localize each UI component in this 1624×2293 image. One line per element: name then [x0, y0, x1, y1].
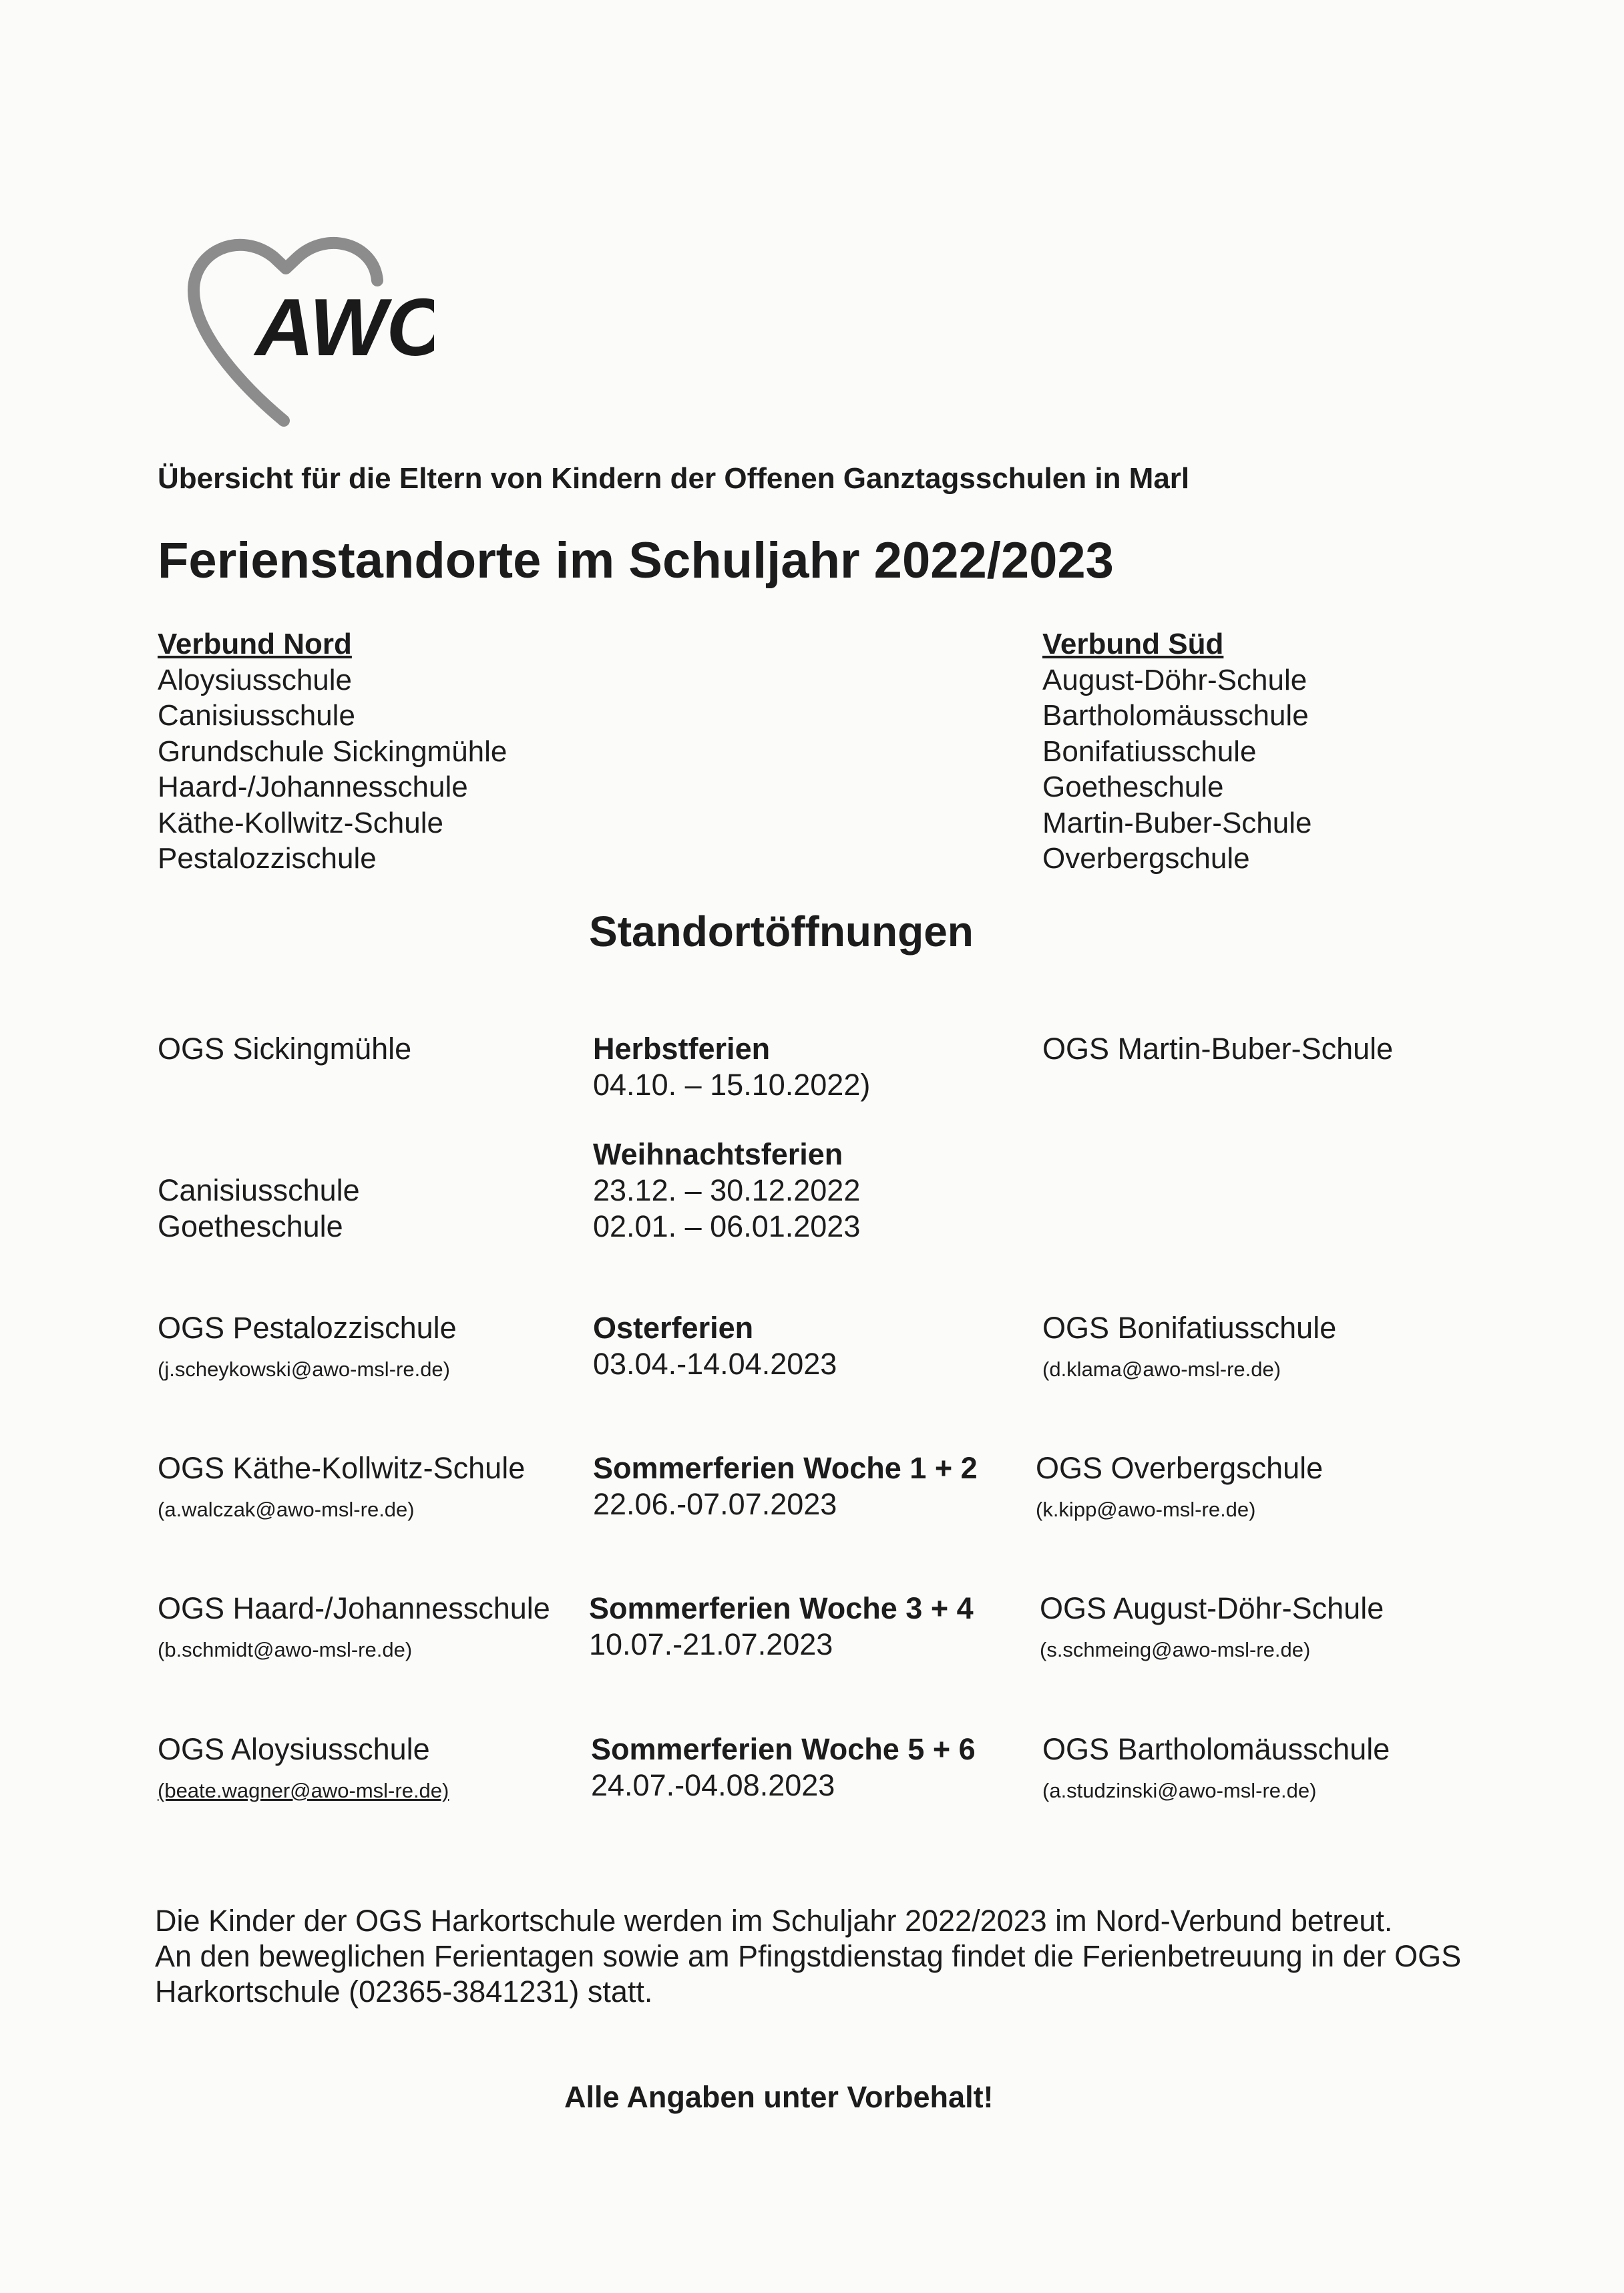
school-item: Aloysiusschule: [158, 663, 353, 696]
footer-note: [155, 1903, 1490, 2009]
opening-location-right: [1042, 1031, 1393, 1067]
location-name: OGS Bartholomäusschule: [1042, 1732, 1390, 1766]
period-dates: 04.10. – 15.10.2022): [593, 1068, 871, 1102]
period-name: Weihnachtsferien: [593, 1137, 843, 1171]
opening-location-right: [1036, 1450, 1323, 1528]
heart-icon: [180, 227, 434, 434]
opening-location-left: [158, 1173, 360, 1245]
location-name: OGS Sickingmühle: [158, 1032, 412, 1066]
contact-email: (b.schmidt@awo-msl-re.de): [158, 1638, 413, 1661]
school-item: Goetheschule: [1042, 771, 1224, 803]
logo-text: AWO: [255, 282, 434, 373]
opening-period: [589, 1591, 974, 1663]
section-subtitle: Standortöffnungen: [589, 907, 974, 956]
period-dates: 03.04.-14.04.2023: [593, 1347, 837, 1381]
location-name: OGS Haard-/Johannesschule: [158, 1591, 550, 1625]
period-dates: 24.07.-04.08.2023: [591, 1768, 835, 1802]
contact-email: (s.schmeing@awo-msl-re.de): [1040, 1638, 1311, 1661]
school-item: Bonifatiusschule: [1042, 735, 1257, 768]
awo-logo: [180, 227, 434, 434]
location-name: OGS Martin-Buber-Schule: [1042, 1032, 1394, 1066]
location-name: OGS August-Döhr-Schule: [1040, 1591, 1384, 1625]
opening-period: [593, 1450, 978, 1522]
group-sued: [1042, 626, 1312, 877]
opening-location-right: [1042, 1310, 1336, 1388]
contact-email: (a.walczak@awo-msl-re.de): [158, 1498, 415, 1521]
school-item: Käthe-Kollwitz-Schule: [158, 806, 443, 839]
opening-location-right: [1040, 1591, 1384, 1668]
page-title: Ferienstandorte im Schuljahr 2022/2023: [158, 532, 1114, 589]
contact-email: (d.klama@awo-msl-re.de): [1042, 1358, 1281, 1381]
contact-email: (k.kipp@awo-msl-re.de): [1036, 1498, 1256, 1521]
location-name: OGS Käthe-Kollwitz-Schule: [158, 1451, 526, 1485]
opening-location-right: [1042, 1731, 1390, 1809]
period-name: Sommerferien Woche 3 + 4: [589, 1591, 974, 1625]
period-name: Herbstferien: [593, 1032, 771, 1066]
intro-text: Übersicht für die Eltern von Kindern der Offenen Ganztagsschulen in Marl: [158, 462, 1190, 495]
school-item: Canisiusschule: [158, 699, 355, 732]
school-item: Bartholomäusschule: [1042, 699, 1309, 732]
location-name: Goetheschule: [158, 1209, 343, 1243]
school-item: Grundschule Sickingmühle: [158, 735, 508, 768]
period-dates: 10.07.-21.07.2023: [589, 1627, 833, 1661]
opening-period: [591, 1731, 976, 1804]
group-nord: [158, 626, 507, 877]
school-item: Pestalozzischule: [158, 842, 377, 875]
opening-location-left: [158, 1731, 449, 1809]
opening-location-left: [158, 1450, 525, 1528]
opening-location-left: [158, 1310, 457, 1388]
period-name: Sommerferien Woche 5 + 6: [591, 1732, 976, 1766]
school-item: Martin-Buber-Schule: [1042, 806, 1312, 839]
contact-email: (beate.wagner@awo-msl-re.de): [158, 1779, 449, 1802]
footer-paragraph: An den beweglichen Ferientagen sowie am Pfingstdienstag findet die Ferienbetreuung in der OGS Harkortschule (02365-3841231) statt.: [155, 1939, 1462, 2009]
footer-paragraph: Die Kinder der OGS Harkortschule werden im Schuljahr 2022/2023 im Nord-Verbund betreut.: [155, 1904, 1393, 1938]
location-name: OGS Pestalozzischule: [158, 1311, 457, 1345]
opening-location-left: [158, 1031, 411, 1067]
contact-email: (a.studzinski@awo-msl-re.de): [1042, 1779, 1317, 1802]
school-item: Overbergschule: [1042, 842, 1250, 875]
group-nord-heading: Verbund Nord: [158, 628, 352, 660]
contact-email: (j.scheykowski@awo-msl-re.de): [158, 1358, 450, 1381]
school-item: August-Döhr-Schule: [1042, 663, 1307, 696]
period-dates: 23.12. – 30.12.2022: [593, 1173, 861, 1207]
location-name: Canisiusschule: [158, 1173, 360, 1207]
group-sued-heading: Verbund Süd: [1042, 628, 1224, 660]
location-name: OGS Overbergschule: [1036, 1451, 1324, 1485]
opening-period: [593, 1310, 837, 1382]
location-name: OGS Bonifatiusschule: [1042, 1311, 1337, 1345]
location-name: OGS Aloysiusschule: [158, 1732, 430, 1766]
period-dates: 22.06.-07.07.2023: [593, 1487, 837, 1521]
period-name: Sommerferien Woche 1 + 2: [593, 1451, 978, 1485]
school-item: Haard-/Johannesschule: [158, 771, 468, 803]
opening-location-left: [158, 1591, 550, 1668]
opening-period: [593, 1136, 860, 1245]
period-name: Osterferien: [593, 1311, 754, 1345]
opening-period: [593, 1031, 870, 1103]
period-dates: 02.01. – 06.01.2023: [593, 1209, 861, 1243]
disclaimer: Alle Angaben unter Vorbehalt!: [564, 2080, 994, 2114]
